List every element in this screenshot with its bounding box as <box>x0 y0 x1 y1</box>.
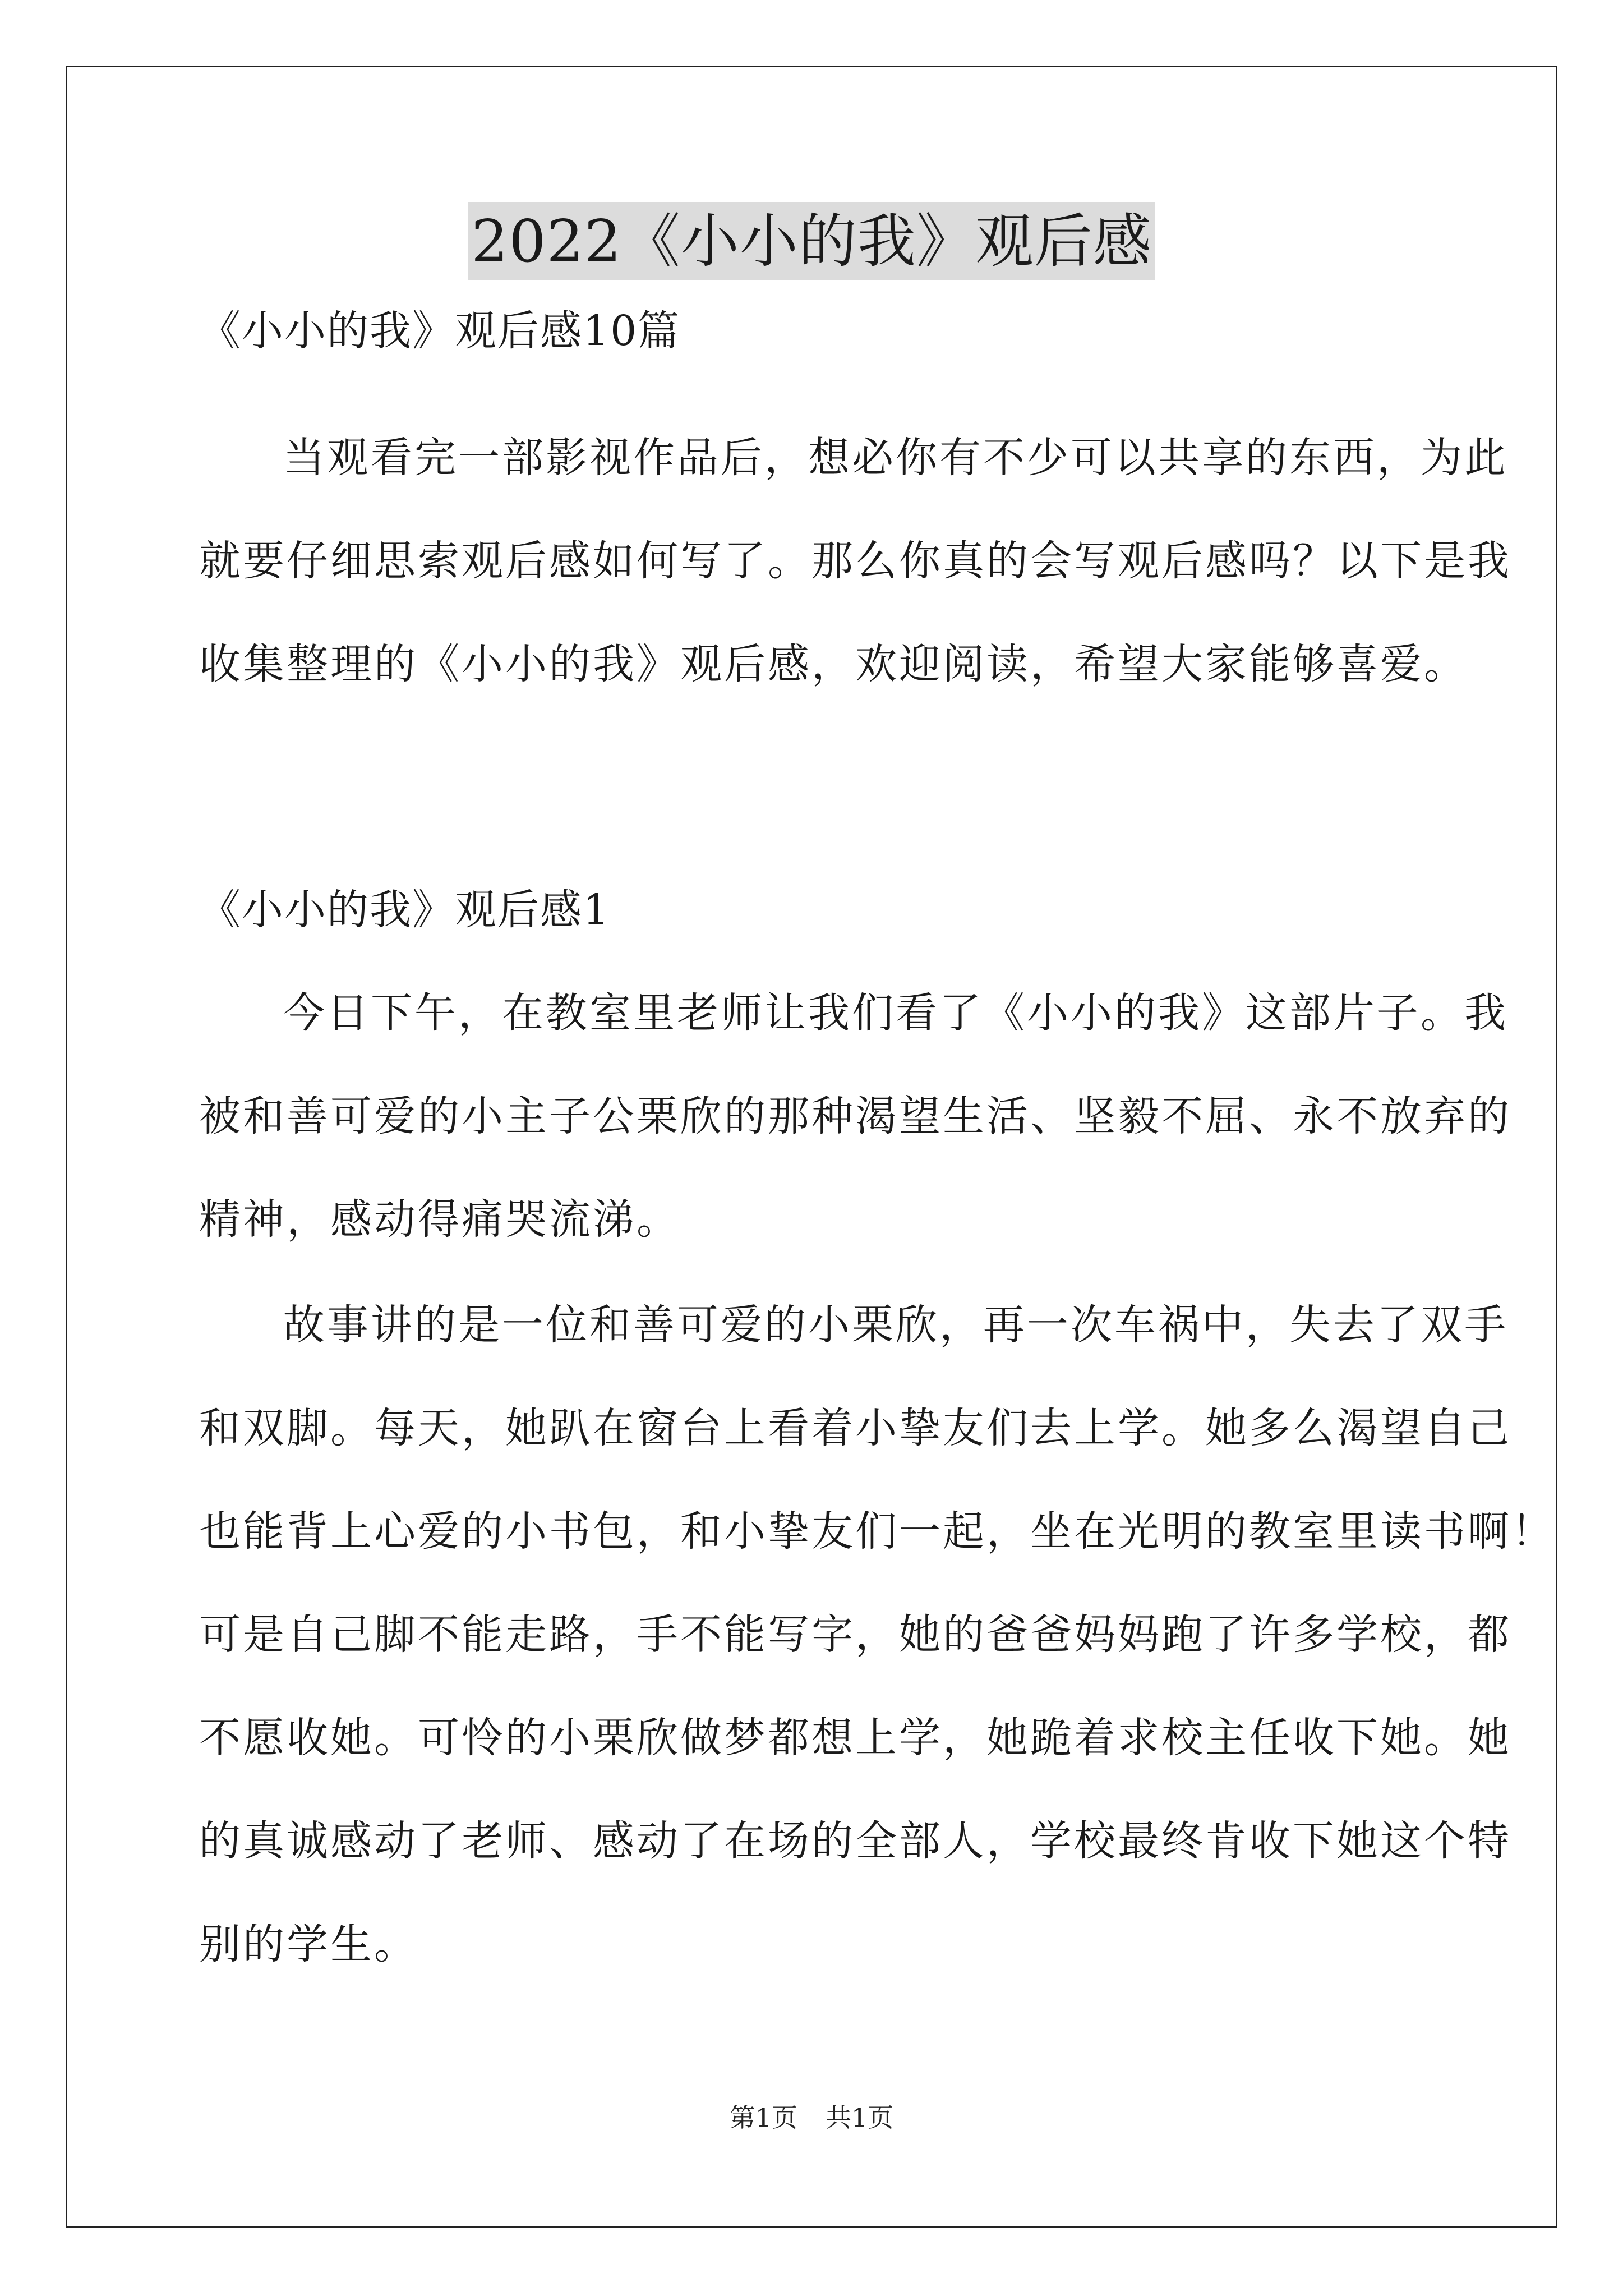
paragraph-line: 和双脚。每天，她趴在窗台上看着小挚友们去上学。她多么渴望自己 <box>199 1404 1511 1452</box>
page-number: 第1页 <box>729 2102 797 2133</box>
paragraph-line: 故事讲的是一位和善可爱的小栗欣，再一次车祸中，失去了双手 <box>283 1301 1508 1349</box>
paragraph-line: 被和善可爱的小主子公栗欣的那种渴望生活、坚毅不屈、永不放弃的 <box>199 1092 1511 1140</box>
section-heading: 《小小的我》观后感1 <box>199 886 611 934</box>
paragraph-line: 精神，感动得痛哭流涕。 <box>199 1195 680 1244</box>
intro-line: 当观看完一部影视作品后，想必你有不少可以共享的东西，为此 <box>283 434 1508 482</box>
intro-line: 就要仔细思索观后感如何写了。那么你真的会写观后感吗？以下是我 <box>199 537 1511 585</box>
paragraph-line: 也能背上心爱的小书包，和小挚友们一起，坐在光明的教室里读书啊！ <box>199 1507 1555 1556</box>
page-border <box>66 66 1557 2228</box>
page-footer <box>0 2101 1623 2134</box>
paragraph-line: 别的学生。 <box>199 1920 418 1968</box>
page-total: 共1页 <box>826 2102 894 2133</box>
paragraph-line: 的真诚感动了老师、感动了在场的全部人，学校最终肯收下她这个特 <box>199 1817 1511 1865</box>
paragraph-line: 不愿收她。可怜的小栗欣做梦都想上学，她跪着求校主任收下她。她 <box>199 1714 1511 1762</box>
title-container <box>0 202 1623 280</box>
paragraph-line: 可是自己脚不能走路，手不能写字，她的爸爸妈妈跑了许多学校，都 <box>199 1611 1511 1659</box>
paragraph-line: 今日下午，在教室里老师让我们看了《小小的我》这部片子。我 <box>283 989 1508 1037</box>
intro-line: 收集整理的《小小的我》观后感，欢迎阅读，希望大家能够喜爱。 <box>199 640 1468 688</box>
document-title: 2022《小小的我》观后感 <box>468 202 1155 280</box>
document-subtitle: 《小小的我》观后感10篇 <box>199 307 681 355</box>
